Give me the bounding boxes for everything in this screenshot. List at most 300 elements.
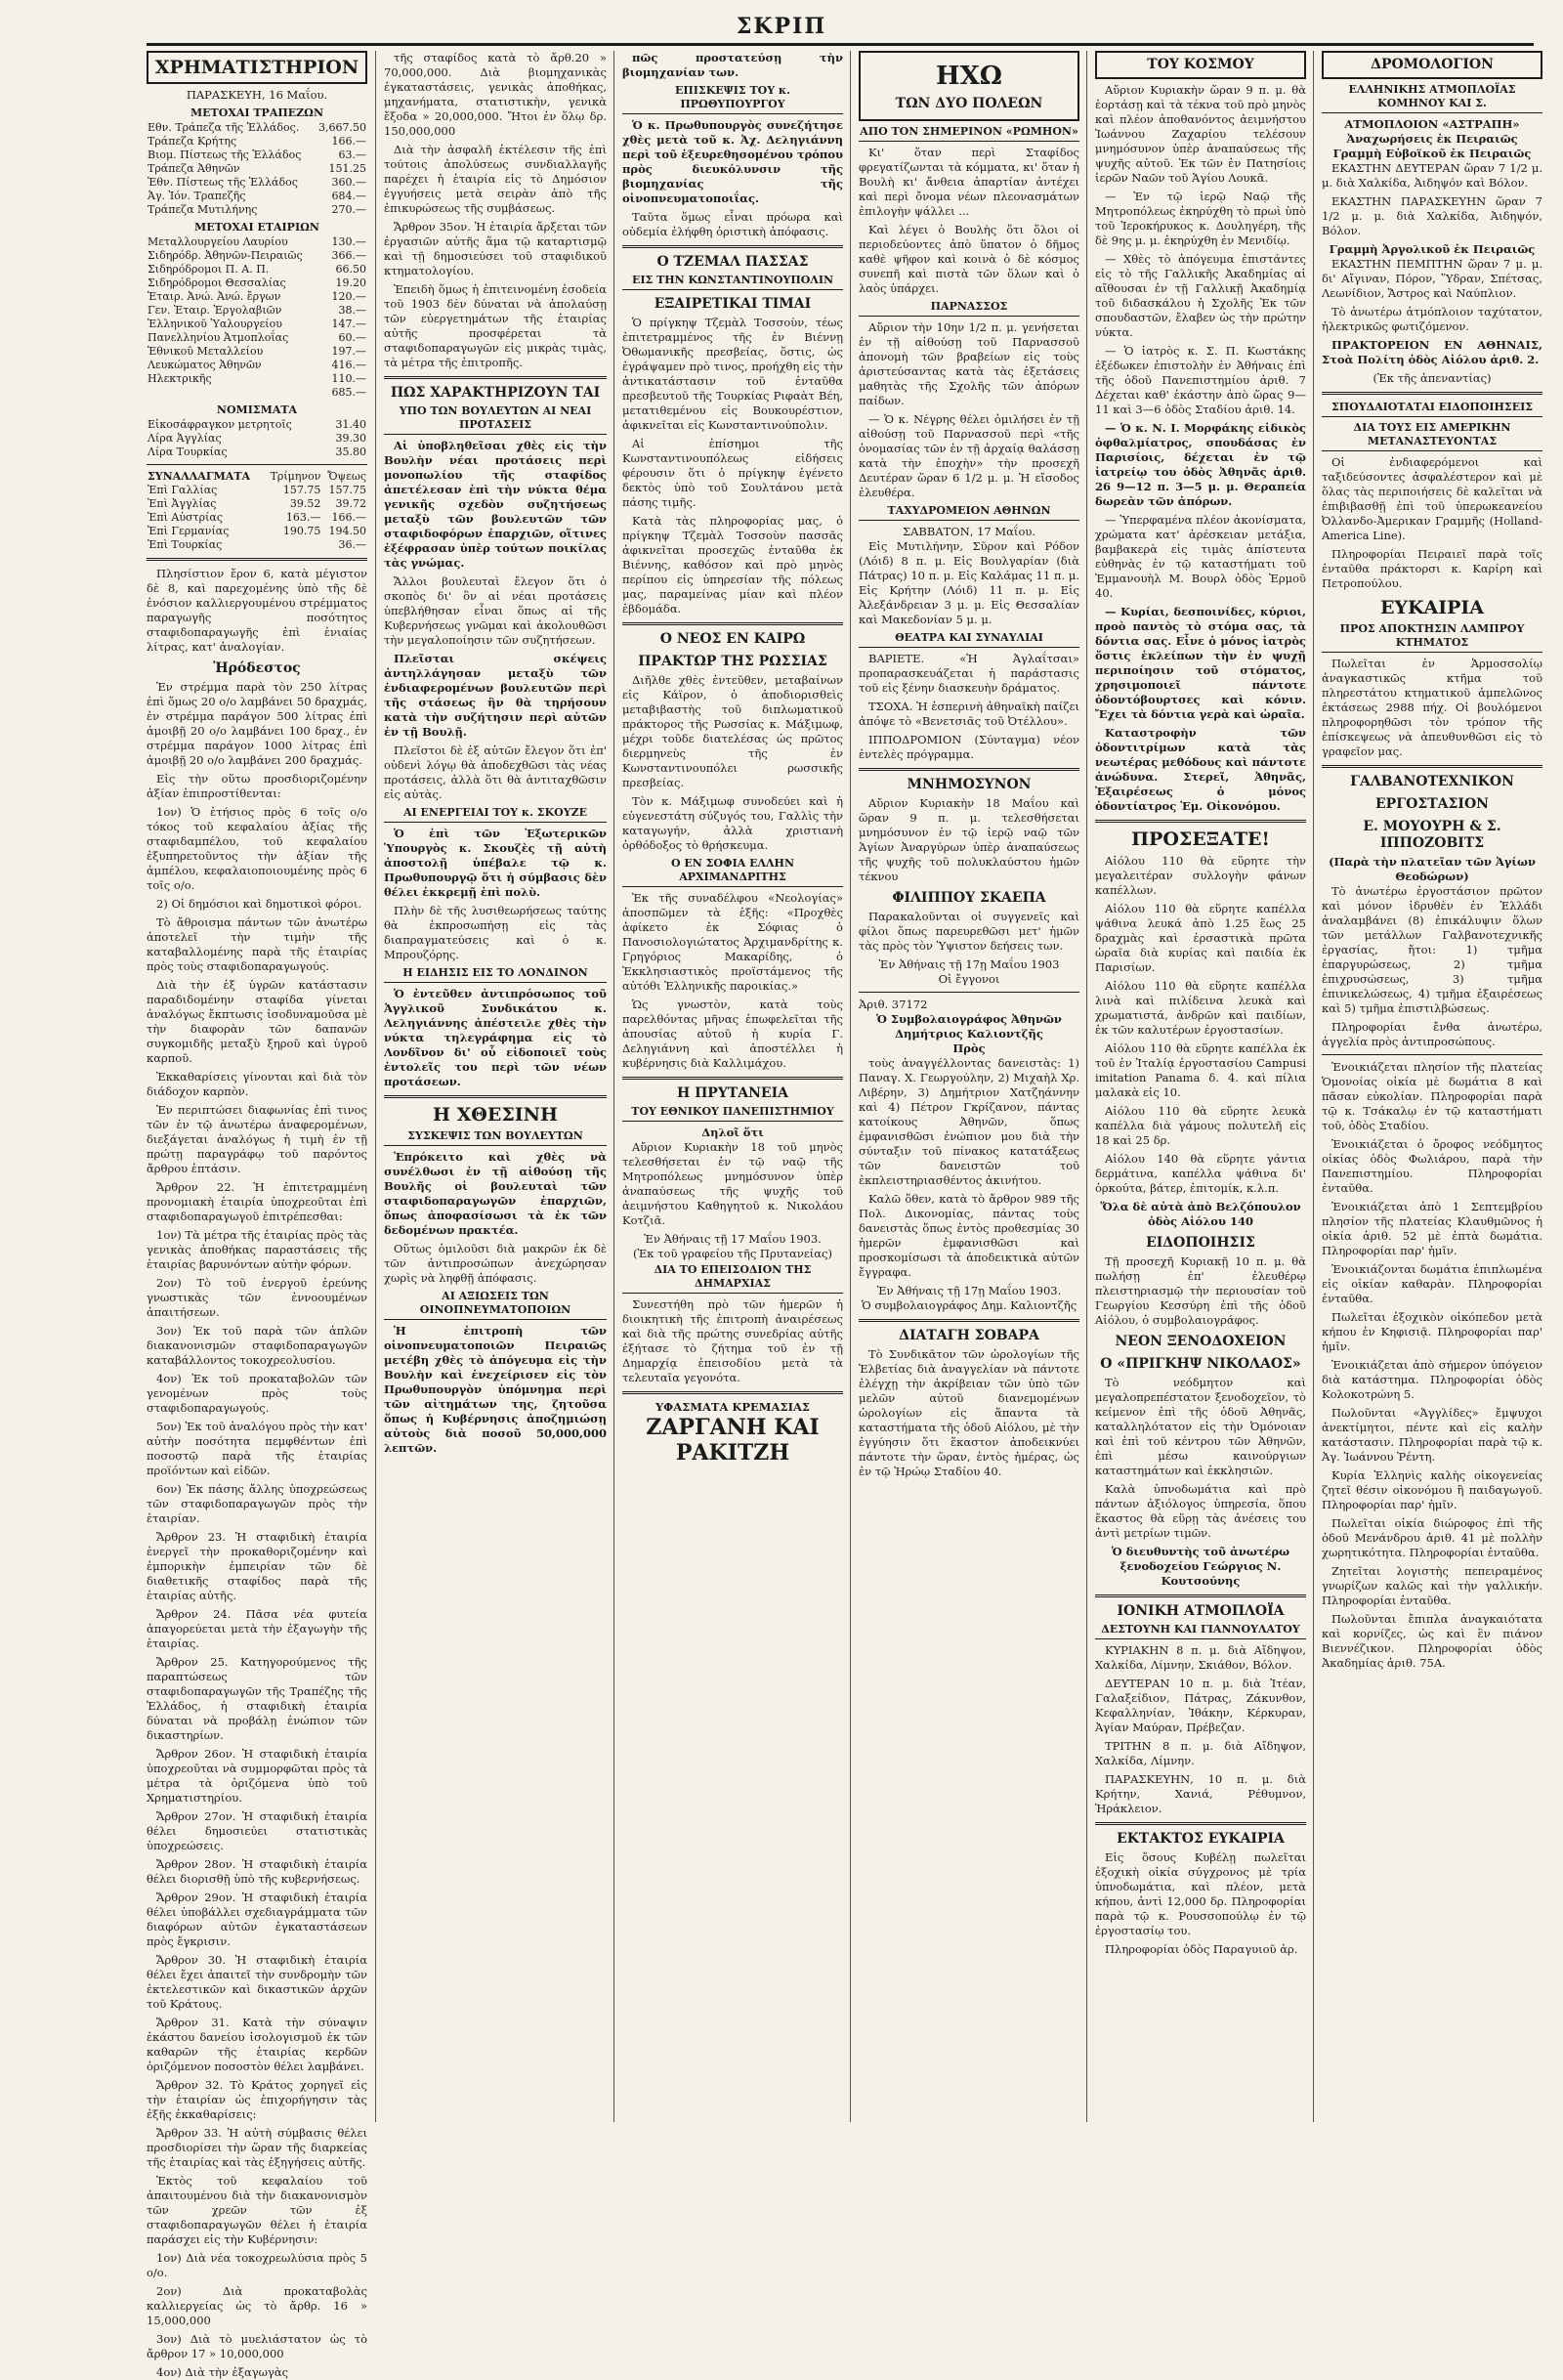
companies-table <box>147 235 367 400</box>
rate-name: Μεταλλουργείου Λαυρίου <box>148 235 288 248</box>
rate-value: 366.— <box>331 249 366 262</box>
fx-value: 36.— <box>338 538 366 551</box>
subheadline: Γραμμὴ Ἀργολικοῦ ἐκ Πειραιῶς <box>1329 242 1536 256</box>
rate-row <box>147 121 367 135</box>
headline: ΕΙΔΟΠΟΙΗΣΙΣ <box>1146 1235 1255 1251</box>
subheadline: ΑΠΟ ΤΟΝ ΣΗΜΕΡΙΝΟΝ «ΡΩΜΗΟΝ» <box>859 125 1079 142</box>
fx-row <box>147 484 367 497</box>
subheadline: ΥΠΟ ΤΩΝ ΒΟΥΛΕΥΤΩΝ ΑΙ ΝΕΑΙ ΠΡΟΤΑΣΕΙΣ <box>384 404 607 435</box>
paragraph: ΤΣΟΧΑ. Ἡ ἑσπερινὴ ἀθηναϊκὴ παίζει ἀπόψε τὸ «Βενετσιᾶς τοῦ Ὀτέλλου». <box>859 700 1079 728</box>
paragraph: Αἰόλου 110 θὰ εὕρητε λευκὰ καπέλλα διὰ γάμους πολυτελῆ εἰς 18 καὶ 25 δρ. <box>1095 1104 1306 1147</box>
subheadline: (Παρὰ τὴν πλατεῖαν τῶν Ἁγίων Θεοδώρων) <box>1329 855 1536 883</box>
classified-ad: Πωλεῖται ἐξοχικὸν οἰκόπεδον μετὰ κήπου ἐν Κηφισιᾷ. Πληροφορίαι παρ' ἡμῖν. <box>1322 1310 1542 1353</box>
headline: Ο «ΠΡΙΓΚΗΨ ΝΙΚΟΛΑΟΣ» <box>1100 1356 1301 1372</box>
paragraph: Διὰ τὴν ἐξ ὑγρῶν κατάστασιν παραδιδομένην σταφίδα γίνεται ἀναλόγως ἔκπτωσις ἰσοδυναμοῦσα μὲ τὴν διαφορὰν τῶν δαπανῶν συγκομιδῆς μεταξὺ ξηροῦ καὶ ὑγροῦ καρποῦ. <box>147 978 367 1065</box>
rate-value: 684.— <box>331 190 366 202</box>
fx-column-header: Τρίμηνον <box>270 470 321 483</box>
classified-ad: Ἐνοικιάζεται πλησίον τῆς πλατείας Ὁμονοίας οἰκία μὲ δωμάτια 8 καὶ πᾶσαν εὐκολίαν. Πληροφορίαι παρὰ τῷ κ. Τσάκαλῳ ἐν τῷ καταστήματι τοῦ, ὁδὸς Σταδίου. <box>1322 1060 1542 1132</box>
paragraph: — Ἐν τῷ ἱερῷ Ναῷ τῆς Μητροπόλεως ἐκηρύχθη τὸ πρωὶ ὑπὸ τοῦ Ἱεροκήρυκος κ. Δουληγέρη, τῆς δὲ 9ης μ. μ. ἐκηρύχθη ἐν Μενιδίῳ. <box>1095 190 1306 247</box>
rate-value: 151.25 <box>328 162 366 175</box>
paragraph: Ἄρθρον 26ον. Ἡ σταφιδικὴ ἑταιρία ὑποχρεοῦται νὰ συμμορφῶται πρὸς τὰ μέτρα τὰ ὁριζόμενα ὑπὸ τοῦ Χρηματιστηρίου. <box>147 1747 367 1805</box>
rate-row <box>147 235 367 249</box>
fx-table <box>147 470 367 552</box>
rate-name <box>147 386 325 400</box>
fx-value: 39.52 <box>289 497 321 510</box>
column-six <box>1313 51 1542 2122</box>
classified-ad: Ἐνοικιάζεται ἀπὸ 1 Σεπτεμβρίου πλησίον τῆς πλατείας Κλαυθμῶνος ἡ οἰκία ἀριθ. 52 μὲ ἐπτὰ δωμάτια. Πληροφορίαι παρ' ἡμῖν. <box>1322 1200 1542 1257</box>
fx-title: ΣΥΝΑΛΛΑΓΜΑΤΑ <box>148 470 251 483</box>
rate-value: 19.20 <box>335 276 366 289</box>
paragraph: — Κυρίαι, δεσποινίδες, κύριοι, προὸ παντὸς τὸ στόμα σας, τὰ δόντια σας. Εἶνε ὁ μόνος ἰατρὸς ὅστις ἐκλείπων τὴν ἐν ψυχῇ περιποίησιν τοῦ στόματος, χρησιμοποιεῖ πάντοτε ὀδοντόβουρτσες καὶ κόνιν. Ἔχει τὰ δόντια γερὰ καὶ ὡραῖα. <box>1095 605 1306 721</box>
schedule-title: ΔΡΟΜΟΛΟΓΙΟΝ <box>1371 57 1494 72</box>
paragraph: Καὶ λέγει ὁ Βουλὴς ὅτι ὅλοι οἱ περιοδεύοντες ἀπὸ ὕπατον ὁ δῆμος καθὲ ψῆφον καὶ κοινὰ ὁ δὲ κόσμος συνεπῆ καὶ πιστὰ τῶν ὅλων καὶ ὁ λαὸς ὑπάρχει. <box>859 223 1079 295</box>
paragraph: τοὺς ἀναγγέλλοντας δανειστὰς: 1) Παναγ. Χ. Γεωργούλην, 2) Μιχαὴλ Χρ. Λιβέρην, 3) Δημήτριον Χατζηάννην καὶ 4) Πέτρον Γκρίζανον, πάντας κατοίκους Ἀθηνῶν, ὅπως ἐμφανισθῶσι ἐνώπιον μου διὰ τὴν σύνταξιν τοῦ πίνακος κατατάξεως τῶν δανειστῶν τοῦ ἐκπλειστηριασθέντος ἀκινήτου. <box>859 1056 1079 1187</box>
coins-title: ΝΟΜΙΣΜΑΤΑ <box>216 404 298 416</box>
fx-column-header: Ὄψεως <box>327 470 366 483</box>
paragraph: — Ὁ ἰατρὸς κ. Σ. Π. Κωστάκης ἐξέδωκεν ἐπιστολὴν ἐν Ἀθήναις ἐπὶ τῆς ὁδοῦ Πανεπιστημίου ἀριθ. 7 Δέχεται καθ' ἑκάστην ἀπὸ ὥρας 9—11 καὶ 3—6 ὁδὸς Σταδίου ἀριθ. 14. <box>1095 344 1306 416</box>
companies-title: ΜΕΤΟΧΑΙ ΕΤΑΙΡΙΩΝ <box>194 221 319 234</box>
signature: (Ἐκ τοῦ γραφείου τῆς Πρυτανείας) <box>633 1247 832 1260</box>
paragraph: Ἐκκαθαρίσεις γίνονται καὶ διὰ τὸν διάδοχον καρπὸν. <box>147 1070 367 1098</box>
column-three <box>613 51 851 2122</box>
subheadline: Γραμμὴ Εὐβοϊκοῦ ἐκ Πειραιῶς <box>1332 147 1532 160</box>
ad-big-text: ΖΑΡΓΑΝΗ ΚΑΙ ΡΑΚΙΤΖΗ <box>646 1415 820 1466</box>
paragraph: Κι' ὅταν περὶ Σταφίδος φρεγατίζωνται τὰ κόμματα, κι' ὅταν ἡ Βουλὴ κι' ἄνθεια ἁπαρτίαν ἀντέχει καὶ περὶ ὄνομα νέων πλεονασμάτων ἐπιλογὴν ψάλλει ... <box>859 146 1079 218</box>
column-two <box>375 51 614 2122</box>
paragraph: 1ον) Ὁ ἐτήσιος πρὸς 6 τοῖς ο/ο τόκος τοῦ κεφαλαίου ἀξίας τῆς σταφιδαμπέλου, τοῦ κεφαλαίου ἐξυπηρετοῦντος τὴν ἀξίαν τῆς ἀμπέλου, κεφαλαιοποιουμένης πρὸς 6 τοῖς ο/ο. <box>147 805 367 892</box>
paragraph: ΠΡΑΚΤΟΡΕΙΟΝ ΕΝ ΑΘΗΝΑΙΣ, Στοὰ Πολίτη ὁδὸς Αἰόλου ἀριθ. 2. <box>1322 338 1542 366</box>
fx-value <box>263 538 321 552</box>
paragraph: Ὡς γνωστὸν, κατὰ τοὺς παρελθόντας μῆνας ἐπωφελεῖται τῆς ἀπουσίας αὐτοῦ ἡ κυρία Γ. Δεληγιάννη καὶ ἀποστέλλει ἡ κυβέρνησις διὰ Καλλιμάχου. <box>622 998 843 1070</box>
paragraph: Αἱ ἐπίσημοι τῆς Κωνσταντινουπόλεως εἰδήσεις φέρουσιν ὅτι ὁ πρίγκηψ ἐγένετο δεκτὸς ὑπὸ τοῦ Σουλτάνου μετὰ πάσης τιμῆς. <box>622 437 843 509</box>
fx-name: Ἐπὶ Τουρκίας <box>148 538 223 551</box>
paragraph: Πλεῖσται σκέψεις ἀντηλλάγησαν μεταξὺ τῶν ἐνδιαφερομένων βουλευτῶν περὶ τῆς στάσεως ἣν θὰ τηρήσουν κατὰ τὴν συζήτησιν περὶ αὐτῶν ἐν τῇ Βουλῇ. <box>384 652 607 739</box>
paragraph: Ὁ κ. Πρωθυπουργὸς συνεζήτησε χθὲς μετὰ τοῦ κ. Ἀχ. Δεληγιάννη περὶ τοῦ ἐξευρεθησομένου τρόπου πρὸς διευκόλυνσιν τῆς βιομηχανίας τῆς οἰνοπνευματοποιΐας. <box>622 118 843 205</box>
subheadline: ΔΙΑ ΤΟ ΕΠΕΙΣΟΔΙΟΝ ΤΗΣ ΔΗΜΑΡΧΙΑΣ <box>622 1263 843 1294</box>
headline: ΕΡΓΟΣΤΑΣΙΟΝ <box>1375 796 1489 812</box>
column-four <box>850 51 1087 2122</box>
subheadline: ΔΙΑ ΤΟΥΣ ΕΙΣ ΑΜΕΡΙΚΗΝ ΜΕΤΑΝΑΣΤΕΥΟΝΤΑΣ <box>1322 421 1542 451</box>
fx-name: Ἐπὶ Γερμανίας <box>148 525 230 537</box>
subheadline: ΑΙ ΕΝΕΡΓΕΙΑΙ ΤΟΥ κ. ΣΚΟΥΖΕ <box>384 806 607 823</box>
rate-row <box>147 418 367 432</box>
rate-value: 360.— <box>331 176 366 189</box>
paragraph: ΔΕΥΤΕΡΑΝ 10 π. μ. διὰ Ἰτέαν, Γαλαξείδιον, Πάτρας, Ζάκυνθον, Κεφαλληνίαν, Ἰθάκην, Κέρκυραν, Ἀγίαν Μαύραν, Πρέβεζαν. <box>1095 1677 1306 1734</box>
classified-ad: Ζητεῖται λογιστὴς πεπειραμένος γνωρίζων καλῶς καὶ τὴν γαλλικήν. Πληροφορίαι ἐνταῦθα. <box>1322 1564 1542 1607</box>
paragraph: ΕΚΑΣΤΗΝ ΠΕΜΠΤΗΝ ὥραν 7 μ. μ. δι' Αἴγιναν, Πόρον, Ὕδραν, Σπέτσας, Λεωνίδιον, Ἄστρος καὶ Ναύπλιον. <box>1322 257 1542 300</box>
paragraph: Ἐν περιπτώσει διαφωνίας ἐπὶ τινος τῶν ἐν τῷ ἀνωτέρω ἀναφερομένων, διεξάγεται ἀναλόγως ἡ τιμὴ ἐν τῇ πρώτῃ παραγράφῳ τοῦ παρόντος ἄρθρου ἑπτάσιν. <box>147 1103 367 1175</box>
paragraph: Ὁ ἐντεῦθεν ἀντιπρόσωπος τοῦ Ἀγγλικοῦ Συνδικάτου κ. Λεληγιάννης ἀπέστειλε χθὲς τὴν νύκτα τηλεγράφημα εἰς τὸ Λονδῖνον δι' οὗ εἰδοποιεῖ τοὺς ἐντολεῖς του περὶ τῶν νέων προτάσεων. <box>384 987 607 1088</box>
paragraph: Ἄρθρον 28ον. Ἡ σταφιδικὴ ἑταιρία θέλει διορισθῇ ὑπὸ τῆς κυβερνήσεως. <box>147 1857 367 1886</box>
schedule-title-box <box>1322 51 1542 79</box>
subheadline: ΕΠΙΣΚΕΨΙΣ ΤΟΥ κ. ΠΡΩΘΥΠΟΥΡΓΟΥ <box>622 84 843 114</box>
subheadline: ΣΠΟΥΔΑΙΟΤΑΤΑΙ ΕΙΔΟΠΟΙΗΣΕΙΣ <box>1322 401 1542 417</box>
paragraph: Καταστροφὴν τῶν ὀδοντιτρίμων κατὰ τὰς νεωτέρας μεθόδους καὶ πάντοτε ἀνώδυνα. Στερεῖ, Ἀθηνᾶς, Ἐξαιρέσεως ὁ μόνος ὀδοντίατρος Ἐμ. Οἰκονόμου. <box>1095 726 1306 813</box>
intro-text: τῆς σταφίδος κατὰ τὸ ἄρθ.20 » 70,000,000. Διὰ βιομηχανικὰς ἐγκαταστάσεις, γενικὰς ἀποθήκας, μηχανήματα, στατιστικὴν, γενικὰ ἔξοδα » 20,000,000. Ἤτοι ἐν ὅλῳ δρ. 150,000,000 <box>384 51 607 138</box>
divider <box>622 1391 843 1394</box>
classified-ad: Πωλοῦνται ἔπιπλα ἀναγκαιότατα καὶ κορνίζες, ὡς καὶ ἓν πιάνον Βιεννέζικον. Πληροφορίαι ὁδὸς Ἀκαδημίας ἀριθ. 75Α. <box>1322 1612 1542 1670</box>
fx-value: 166.— <box>331 511 366 524</box>
paragraph: Τὸ Συνδικᾶτον τῶν ὡρολογίων τῆς Ἑλβετίας διὰ ἀναγγελίαν νὰ πάντοτε ἐλέγχῃ τὴν ἀκρίβειαν τῶν ὑπὸ τῶν μελῶν αὐτοῦ διανεμομένων ὡρολογίων εἰς ἅπαντα τὰ καταστήματα τῆς ὁδοῦ Αἰόλου, μὲ τὴν ἐγγύησιν ὅτι ἕκαστον ἀποδεικνύει πάντοτε τὴν ὥραν, ἐντὸς ἡμέρας, ὡς ἐν τῷ Ἡρώῳ Σταδίου 40. <box>859 1347 1079 1478</box>
rate-row <box>147 290 367 304</box>
dateline: Ἐν Ἀθήναις τῇ 17ῃ Μαΐου 1903. <box>876 1284 1062 1297</box>
divider <box>1095 1594 1306 1597</box>
classified-ad: Ἐνοικιάζεται ἀπὸ σήμερον ὑπόγειον διὰ κατάστημα. Πληροφορίαι ὁδὸς Κολοκοτρώνη 5. <box>1322 1358 1542 1401</box>
paragraph: Πληροφορίαι Πειραιεῖ παρὰ τοῖς ἐνταῦθα πράκτορσι κ. Καρίρη καὶ Πετροπούλου. <box>1322 547 1542 590</box>
rate-row <box>147 345 367 359</box>
headline: ΜΝΗΜΟΣΥΝΟΝ <box>907 777 1032 792</box>
fx-value: 39.72 <box>335 497 366 510</box>
paragraph: Ἄρθρον 30. Ἡ σταφιδικὴ ἑταιρία θέλει ἔχει ἀπαιτεῖ τὴν συνδρομὴν τῶν ἐκτελεστικῶν καὶ δικαστικῶν ἀρχῶν τοῦ Κράτους. <box>147 1953 367 2011</box>
note: (Ἐκ τῆς ἀπεναντίας) <box>1373 371 1492 385</box>
paragraph: 1ον) Τὰ μέτρα τῆς ἐταιρίας πρὸς τὰς γενικὰς ἀποθήκας παραστάσεις τῆς ἑταιρίας βαρυνόντων αὐτὴν φόρων. <box>147 1228 367 1271</box>
intro-text: πῶς προστατεύσῃ τὴν βιομηχανίαν των. <box>622 51 843 79</box>
rate-value: 416.— <box>331 359 366 371</box>
rate-value: 63.— <box>338 149 366 161</box>
world-title: ΤΟΥ ΚΟΣΜΟΥ <box>1147 57 1254 72</box>
dateline: ΣΑΒΒΑΤΟΝ, 17 Μαΐου. <box>902 525 1036 538</box>
paragraph: — Ὁ κ. Ν. Ι. Μορφάκης εἰδικὸς ὀφθαλμίατρος, σπουδάσας ἐν Παρισίοις, δέχεται ἐν τῷ ἰατρείῳ του ὁδὸς Ἀθηνᾶς ἀριθ. 26 9—12 π. 3—5 μ. μ. Θεραπεία δωρεὰν τῶν ἀπόρων. <box>1095 421 1306 508</box>
rate-row <box>147 331 367 345</box>
lead-paragraph: Πλησίστιον ἔρον 6, κατὰ μέγιστον δὲ 8, καὶ παρεχομένης ὑπὸ τῆς δὲ ἐνόσιον καλλιεργουμένου στρέμματος παραγωγῆς ποσότητος σταφιδοπαραγωγῆς ἐπὶ ἑνιαίας λίτρας, κατ' ἀναλογίαν. <box>147 567 367 654</box>
banks-table <box>147 121 367 217</box>
paragraph: 2ον) Τὸ τοῦ ἐνεργοῦ ἐρεύνης γνωστικὰς τῶν ἐννοουμένων ἀπαιτήσεων. <box>147 1276 367 1319</box>
paragraph: ΠΑΡΑΣΚΕΥΗΝ, 10 π. μ. διὰ Κρήτην, Χανιά, Ρέθυμνον, Ἡράκλειον. <box>1095 1772 1306 1815</box>
paragraph: ΙΠΠΟΔΡΟΜΙΟΝ (Σύνταγμα) νέον ἐντελὲς πρόγραμμα. <box>859 733 1079 761</box>
divider <box>147 558 367 561</box>
paragraph: Ἡ ἐπιτροπὴ τῶν οἰνοπνευματοποιῶν Πειραιῶς μετέβη χθὲς τὸ ἀπόγευμα εἰς τὴν Βουλὴν καὶ ἐνεχείρισεν εἰς τὸν Πρωθυπουργὸν ὑπόμνημα περὶ τῶν αἰτημάτων της, ζητοῦσα ὅπως ἡ Κυβέρνησις ἀποζημιώσῃ αὐτοὺς διὰ ποσοῦ 50,000,000 λεπτῶν. <box>384 1324 607 1455</box>
paragraph: ΕΚΑΣΤΗΝ ΠΑΡΑΣΚΕΥΗΝ ὥραν 7 1/2 μ. μ. διὰ Χαλκίδα, Ἀιδηψόν, Βόλον. <box>1322 194 1542 237</box>
rate-row <box>147 249 367 263</box>
rate-value: 110.— <box>331 372 366 385</box>
rate-row <box>147 318 367 331</box>
paragraph: Αὔριον τὴν 10ην 1/2 π. μ. γενήσεται ἐν τῇ αἰθούσῃ τοῦ Παρνασσοῦ ἀπονομὴ τῶν βραβείων εἰς τοὺς ἀριστεύσαντας κατὰ τὰς ἐξετάσεις μαθητὰς τῆς Σχολῆς τῶν ἀπόρων παίδων. <box>859 320 1079 407</box>
banks-title: ΜΕΤΟΧΑΙ ΤΡΑΠΕΖΩΝ <box>190 106 323 119</box>
paragraph: Τῇ προσεχῆ Κυριακῇ 10 π. μ. θὰ πωλήσῃ ἐπ' ἐλευθέρῳ πλειστηριασμῷ τὴν περιουσίαν τοῦ Γεωργίου Κεσσύρη ἐπὶ τῆς ὁδοῦ Αἰόλου, ὁ συμβολαιογράφος. <box>1095 1254 1306 1327</box>
paragraph: Ἐπειδὴ ὅμως ἡ ἐπιτεινομένη ἐσοδεία τοῦ 1903 δὲν δύναται νὰ ἀπολαύσῃ τῶν εὐεργετημάτων τῆς ἑταιρίας αὐτῆς προσφέρεται τὰ σταφιδοπαραγωγῶν εἰς μικρὰς τιμὰς, τὰ μέτρα τῆς ἐπιτροπῆς. <box>384 282 607 369</box>
rate-name: Βιομ. Πίστεως τῆς Ἑλλάδος <box>148 149 302 161</box>
fx-value: 157.75 <box>282 484 321 496</box>
rate-name: Ηλεκτρικῆς <box>148 372 212 385</box>
masthead: ΣΚΡΙΠ <box>736 14 827 39</box>
headline: ΠΩΣ ΧΑΡΑΚΤΗΡΙΖΟΥΝ ΤΑΙ <box>390 385 601 401</box>
divider <box>384 376 607 379</box>
rate-name: Τράπεζα Ἀθηνῶν <box>148 162 240 175</box>
coins-table <box>147 418 367 459</box>
paragraph: Καλὰ ὑπνοδωμάτια καὶ πρὸ πάντων ἀξιόλογος ὑπηρεσία, ὅπου ἕκαστος θὰ εὕρῃ τὰς ἀνέσεις του ἀντὶ μετρίων τιμῶν. <box>1095 1482 1306 1540</box>
rate-name: Λευκώματος Ἀθηνῶν <box>148 359 262 371</box>
fx-row <box>147 525 367 538</box>
ad-small-text: ΥΦΑΣΜΑΤΑ ΚΡΕΜΑΣΙΑΣ <box>655 1400 811 1414</box>
headline: ΔΙΑΤΑΓΗ ΣΟΒΑΡΑ <box>899 1328 1039 1343</box>
rate-row <box>147 149 367 162</box>
paragraph: Ἐπρόκειτο καὶ χθὲς νὰ συνέλθωσι ἐν τῇ αἰθούσῃ τῆς Βουλῆς οἱ βουλευταὶ τῶν σταφιδοπαραγωγῶν ἐπαρχιῶν, ὅπως ἀποφασίσωσι τὰ ἐκ τῶν δεδομένων πρακτέα. <box>384 1150 607 1237</box>
echo-subtitle: ΤΩΝ ΔΥΟ ΠΟΛΕΩΝ <box>895 96 1043 111</box>
rate-row <box>147 190 367 203</box>
world-title-box <box>1095 51 1306 79</box>
classified-ad: Ἐνοικιάζεται ὁ ὄροφος νεόδμητος οἰκίας ὁδὸς Φωλιάρου, παρὰ τὴν Πανεπιστημίου. Πληροφορίαι ἐνταῦθα. <box>1322 1137 1542 1195</box>
rate-value: 147.— <box>331 318 366 330</box>
subheadline: ΤΑΧΥΔΡΟΜΕΙΟΝ ΑΘΗΝΩΝ <box>859 504 1079 521</box>
paragraph: — Χθὲς τὸ ἀπόγευμα ἐπιστάντες εἰς τὸ τῆς Γαλλικῆς Ἀκαδημίας αἱ αἴθουσαι ἐν τῇ Γαλλικῇ Ἀκαδημίᾳ τοῦ διδασκάλου ἡ Σχολῆς Ἐκ τῶν σπουδαστῶν, ἔλαβεν ὡς τὴν πρώτην νύκτα. <box>1095 252 1306 339</box>
signature: Ὁ διευθυντὴς τοῦ ἀνωτέρω ξενοδοχείου Γεώργιος Ν. Κουτσούνης <box>1111 1545 1290 1588</box>
divider <box>1322 765 1542 768</box>
headline: ΦΙΛΙΠΠΟΥ ΣΚΑΕΠΑ <box>892 890 1046 906</box>
paragraph: Κατὰ τὰς πληροφορίας μας, ὁ πρίγκηψ Τζεμὰλ Τοσσοὺν πασσᾶς ἀφικνεῖται προσεχῶς ἐνταῦθα ἐκ Βιέννης, καθόσον καὶ πρὸ μηνὸς περίπου εἰς ὑπηρεσίαν τῆς πόλεως μας, παραμείνας μίαν καὶ πλέον ἑβδομάδα. <box>622 514 843 616</box>
paragraph: 6ον) Ἐκ πάσης ἄλλης ὑποχρεώσεως τῶν σταφιδοπαραγωγῶν πρὸς τὴν ἑταιρίαν. <box>147 1482 367 1525</box>
subheadline: ΔΕΣΤΟΥΝΗ ΚΑΙ ΓΙΑΝΝΟΥΛΑΤΟΥ <box>1095 1623 1306 1639</box>
headline: Ο ΝΕΟΣ ΕΝ ΚΑΙΡΩ <box>659 631 806 647</box>
paragraph: Ἄρθρον 35ον. Ἡ ἑταιρία ἄρξεται τῶν ἐργασιῶν αὐτῆς ἅμα τῷ καταρτισμῷ καὶ τῇ δημοσιεύσει τοῦ σταφιδικοῦ κτηματολογίου. <box>384 220 607 277</box>
subheadline: ΤΟΥ ΕΘΝΙΚΟΥ ΠΑΝΕΠΙΣΤΗΜΙΟΥ <box>622 1105 843 1122</box>
subheadline: Ὁ Συμβολαιογράφος Ἀθηνῶν Δημήτριος Καλιοντζῆς <box>876 1012 1062 1041</box>
divider <box>859 992 1079 993</box>
paragraph: Τὸ νεόδμητον καὶ μεγαλοπρεπέστατον ξενοδοχεῖον, τὸ κείμενον ἐπὶ τῆς ὁδοῦ Ἀθηνᾶς, καταλληλότατον εἰς τὴν Ὀμόνοιαν καὶ ἐπὶ τοῦ κέντρου τῶν Ἀθηνῶν, ἐπὶ μέσω καινούργιων καταστημάτων καὶ ἐκκλησιῶν. <box>1095 1376 1306 1477</box>
divider <box>1322 1054 1542 1055</box>
subheadline: ΑΤΜΟΠΛΟΙΟΝ «ΑΣΤΡΑΠΗ» <box>1344 117 1520 131</box>
paragraph: Συνεστήθη πρὸ τῶν ἡμερῶν ἡ διοικητικὴ τῆς ἐπιτροπὴ ἀναιρέσεως καὶ διὰ τῆς πρώτης συνεδρίας αὐτῆς ἐξήτασε τὸ ζήτημα τοῦ ἐν τῇ Δημαρχίᾳ ἐπεισοδίου μετὰ τὰ τελευταῖα γεγονότα. <box>622 1297 843 1384</box>
rate-value: 685.— <box>331 386 366 399</box>
paragraph: Αἱ ὑποβληθεῖσαι χθὲς εἰς τὴν Βουλὴν νέαι προτάσεις περὶ μονοπωλίου τῆς σταφίδος ἀπετέλεσαν ἐπὶ τὴν νύκτα θέμα γενικῆς σχεδὸν συζητήσεως μεταξὺ τῶν βουλευτῶν τῶν σταφιδοφόρων ἐπαρχιῶν, οἵτινες ἐξέφρασαν ὑπὲρ τούτων ποικίλας τὰς γνώμας. <box>384 439 607 570</box>
paragraph: ΒΑΡΙΕΤΕ. «Ἡ Ἀγλαΐτσαι» προπαρασκευάζεται ἡ παράστασις τοῦ εἰς ξένην διασκευὴν δράματος. <box>859 652 1079 695</box>
fx-name: Ἐπὶ Γαλλίας <box>148 484 218 496</box>
rate-row <box>147 276 367 290</box>
rate-name: Ἐθν. Πίστεως τῆς Ἑλλάδος <box>148 176 298 189</box>
paragraph: Πωλεῖται ἐν Ἁρμοσσολίῳ ἀναγκαστικῶς κτῆμα τοῦ πληρεστάτου κτηματικοῦ ἀμπελῶνος ἐκτάσεως 2988 πήχ. Οἱ βουλόμενοι πληροφορηθῶσι τὸν τρόπον τῆς ἐπίσκεψεως νὰ ἀπευθυνθῶσι εἰς τὸ γραφεῖον μας. <box>1322 657 1542 758</box>
divider <box>859 768 1079 771</box>
divider <box>1095 1822 1306 1825</box>
rate-name: Τράπεζα Μυτιλήνης <box>148 203 258 216</box>
paragraph: Πλὴν δὲ τῆς λυσιθεωρήσεως ταύτης θὰ ἐκπροσωπήσῃ εἰς τὰς διαπραγματεύσεις καὶ ὁ κ. Μπρουζόρης. <box>384 904 607 961</box>
paragraph: Αἰόλου 110 θὰ εὕρητε καπέλλα λινὰ καὶ πιλίδεινα λευκὰ καὶ χρωματιστά, ἀνδρῶν καὶ παιδίων, ἐκ τῶν καλυτέρων ἐργοστασίων. <box>1095 979 1306 1037</box>
paragraph: Εἰς ὅσους Κυβέλῃ πωλεῖται ἐξοχικὴ οἰκία σύγχρονος μὲ τρία ὑπνοδωμάτια, καὶ πλέον, μετὰ κήπου, ἀντὶ 12,000 δρ. Πληροφορίαι παρὰ τῷ κ. Ρουσσοπούλῳ ἐν τῷ ἐργοστασίῳ του. <box>1095 1850 1306 1937</box>
rate-name: Σιδηρόδρ. Ἀθηνῶν-Πειραιῶς <box>148 249 303 262</box>
paragraph: Τὸ ἀνωτέρω ἀτμόπλοιον ταχύτατον, ἠλεκτρικῶς φωτιζόμενον. <box>1322 305 1542 333</box>
paragraph: — Ὑπερφαμένα πλέον ἀκονίσματα, χρώματα κατ' ἀρέσκειαν μετάξια, βαμβακερὰ εἰς τιμὰς ἀπίστευτα εὐθηνὰς ἐν τῷ καταστήματι τοῦ Ἐμμανουὴλ Μ. Βουρλ ὁδὸς Ἑρμοῦ 40. <box>1095 513 1306 600</box>
dateline: Ἐν Ἀθήναις τῇ 17ῃ Μαΐου 1903 <box>878 957 1060 971</box>
rate-name: Λίρα Τουρκίας <box>148 446 228 458</box>
paragraph: Ὁ ἐπὶ τῶν Ἐξωτερικῶν Ὑπουργὸς κ. Σκουζὲς τῇ αὐτὴ ἀποστολῇ ὑπέβαλε τῷ κ. Πρωθυπουργῷ ὅτι ἡ σύμβασις δὲν θέλει ἐκκρεμῇ ἐπὶ πολὺ. <box>384 827 607 899</box>
rate-value: 270.— <box>331 203 366 216</box>
divider <box>622 622 843 625</box>
fx-name: Ἐπὶ Ἀγγλίας <box>148 497 217 510</box>
paragraph: Ἄρθρον 22. Ἡ ἐπιτετραμμένη προνομιακὴ ἑταιρία ὑποχρεοῦται ἐπὶ σταφιδοπαραγωγοῦ ἐπιτρέπεσθαι: <box>147 1180 367 1223</box>
rate-row <box>147 162 367 176</box>
rate-value: 31.40 <box>335 418 366 431</box>
headline: ΓΑΛΒΑΝΟΤΕΧΝΙΚΟΝ <box>1350 774 1514 789</box>
headline: ΕΞΑΙΡΕΤΙΚΑΙ ΤΙΜΑΙ <box>654 296 812 312</box>
rate-row <box>147 372 367 386</box>
paragraph: 2ον) Διὰ προκαταβολὰς καλλιεργείας ὡς τὸ ἄρθρ. 16 » 15,000,000 <box>147 2284 367 2327</box>
rate-row <box>147 304 367 318</box>
rate-name: Ἑταιρ. Ἀνώ. Ἀνώ. ἔργων <box>148 290 281 303</box>
rate-name: Λίρα Ἀγγλίας <box>148 432 222 445</box>
subheadline: Η ΕΙΔΗΣΙΣ ΕΙΣ ΤΟ ΛΟΝΔΙΝΟΝ <box>384 966 607 983</box>
paragraph: 3ον) Διὰ τὸ μυελιάστατον ὡς τὸ ἄρθρον 17 » 10,000,000 <box>147 2332 367 2360</box>
paragraph: ΕΚΑΣΤΗΝ ΔΕΥΤΕΡΑΝ ὥραν 7 1/2 μ. μ. διὰ Χαλκίδα, Ἀιδηψόν καὶ Βόλον. <box>1322 161 1542 190</box>
paragraph: Αὔριον Κυριακὴν 18 Μαΐου καὶ ὥραν 9 π. μ. τελεσθήσεται μνημόσυνον ἐν τῷ ἱερῷ ναῷ τῶν Ἁγίων Ἀναργύρων ὑπὲρ ἀναπαύσεως τῆς ψυχῆς τοῦ πολυκλαύστου ἡμῶν τέκνου <box>859 796 1079 883</box>
exchange-title: ΧΡΗΜΑΤΙΣΤΗΡΙΟΝ <box>154 57 359 78</box>
reference-number: Ἀριθ. 37172 <box>859 998 928 1011</box>
rate-row <box>147 386 367 400</box>
rate-name: Ἑθνικοῦ Μεταλλείου <box>148 345 264 358</box>
paragraph: Ἄρθρον 33. Ἡ αὐτὴ σύμβασις θέλει προσδιορίσει τὴν ὥραν τῆς διαρκείας τῆς ἑταιρίας καὶ τὰς ἐξηγήσεις αὐτῆς. <box>147 2126 367 2169</box>
paragraph: 2) Οἱ δημόσιοι καὶ δημοτικοὶ φόροι. <box>156 897 362 911</box>
paragraph: Τὸ ἀνωτέρω ἐργοστάσιον πρῶτον καὶ μόνον ἰδρυθὲν ἐν Ἑλλάδι ἀναλαμβάνει (8) ἐπικάλυψιν ὅλων τῶν μετάλλων Γαλβανοτεχνικῆς ἐργασίας, ἤτοι: 1) τμῆμα ἐπαργυρώσεως, 2) τμῆμα ἐπιχρυσώσεως, 3) τμῆμα ἐπινικελώσεως, 4) τμῆμα ἐξαιρέσεως καὶ 5) τμῆμα ἐπιστιλβώσεως. <box>1322 884 1542 1015</box>
paragraph: 4ον) Διὰ τὴν ἐξαγωγὰς <box>156 2365 289 2379</box>
paragraph: Πλεῖστοι δὲ ἐξ αὐτῶν ἔλεγον ὅτι ἐπ' οὐδενὶ λόγῳ θὰ ἀποδεχθῶσι τὰς νέας προτάσεις, ἀλλὰ ὅτι θὰ ἀντιταχθῶσιν εἰς αὐτὰς. <box>384 744 607 801</box>
rate-row <box>147 446 367 459</box>
fx-name: Ἐπὶ Αὐστρίας <box>148 511 224 524</box>
column-five <box>1086 51 1314 2122</box>
fx-row <box>147 511 367 525</box>
classified-ad: Ἐνοικιάζονται δωμάτια ἐπιπλωμένα εἰς οἰκίαν καθαρὰν. Πληροφορίαι ἐνταῦθα. <box>1322 1262 1542 1305</box>
section-heading: Ἡρόδεστος <box>213 660 301 676</box>
headline: ΙΟΝΙΚΗ ΑΤΜΟΠΛΟΪΑ <box>1117 1603 1285 1619</box>
rate-value: 38.— <box>338 304 366 317</box>
subheadline: ΘΕΑΤΡΑ ΚΑΙ ΣΥΝΑΥΛΙΑΙ <box>859 631 1079 648</box>
paragraph: Αὔριον Κυριακὴν 18 τοῦ μηνὸς τελεσθήσεται ἐν τῷ ναῷ τῆς Μητροπόλεως μνημόσυνον ὑπὲρ ἀναπαύσεως τῆς ψυχῆς τοῦ ἀειμνήστου Καθηγητοῦ κ. Νικολάου Κοτζιᾶ. <box>622 1140 843 1227</box>
divider <box>1095 820 1306 823</box>
fx-value: 163.— <box>285 511 321 524</box>
paragraph: Ἄρθρον 23. Ἡ σταφιδικὴ ἑταιρία ἐνεργεῖ τὴν προκαθοριζομένην καὶ ἐμπορικὴν ἐμπειρίαν τῶν δὲ διαθετικῆς σταφίδος παρὰ τῆς ἑταιρίας αὐτῆς. <box>147 1530 367 1602</box>
rate-value: 66.50 <box>335 263 366 276</box>
paragraph: Ἐκ τῆς συναδέλφου «Νεολογίας» ἀποσπῶμεν τὰ ἑξῆς: «Προχθὲς ἀφίκετο ἐκ Σόφιας ὁ Πανοσιολογιώτατος Ἀρχιμανδρίτης κ. Γρηγόριος Μακαρίδης, ὁ Ἐκκλησιαστικὸς προϊστάμενος τῆς αὐτόθι Ἑλληνικῆς παροικίας.» <box>622 891 843 993</box>
paragraph: Ἄρθρον 31. Κατὰ τὴν σύναψιν ἐκάστου δανείου ἰσολογισμοῦ ἐκ τῶν καθαρῶν τῆς ἑταιρίας κερδῶν ὁριζόμενον ποσοστὸν θέλει λαμβάνει. <box>147 2016 367 2073</box>
subheadline: ΣΥΣΚΕΨΙΣ ΤΩΝ ΒΟΥΛΕΥΤΩΝ <box>384 1129 607 1146</box>
paragraph: Αἰόλου 140 θὰ εὕρητε γάντια δερμάτινα, καπέλλα ψάθινα δι' ὀρκούτα, βάτερ, ἐπιτομίκ, κ.λ.π. <box>1095 1152 1306 1195</box>
rate-value: 166.— <box>331 135 366 148</box>
rate-value: 120.— <box>331 290 366 303</box>
subheadline: Δηλοῖ ὅτι <box>701 1126 764 1139</box>
rate-name: Ἀγ. Ἰόν. Τραπεζῆς <box>148 190 246 202</box>
paragraph: Ταῦτα ὅμως εἶναι πρόωρα καὶ οὐδεμία ἐλήφθη ὁριστικὴ ἀπόφασις. <box>622 210 843 238</box>
echo-title: ΗΧΩ <box>936 62 1002 91</box>
paragraph: 1ον) Διὰ νέα τοκοχρεωλύσια πρὸς 5 ο/ο. <box>147 2251 367 2279</box>
paragraph: Τὸν κ. Μάξιμωφ συνοδεύει καὶ ἡ εὐγενεστάτη σύζυγός του, Γαλλὶς τὴν καταγωγήν, ἀλλὰ χριστιανὴ ὀρθόδοξος τὸ θρήσκευμα. <box>622 794 843 852</box>
rate-value: 130.— <box>331 235 366 248</box>
paragraph: Καλῶ ὅθεν, κατὰ τὸ ἄρθρον 989 τῆς Πολ. Δικονομίας, πάντας τοὺς δανειστὰς ὅπως ἐντὸς προθεσμίας 30 ἡμερῶν ἐμφανισθῶσι καὶ προσκομίσωσι τὰ ἀποδεικτικὰ αὐτῶν ἔγγραφα. <box>859 1192 1079 1279</box>
fx-value: 190.75 <box>282 525 321 537</box>
paragraph: Ἄρθρον 27ον. Ἡ σταφιδικὴ ἑταιρία θέλει δημοσιεύει στατιστικὰς ὑποχρεώσεις. <box>147 1809 367 1852</box>
exchange-date: ΠΑΡΑΣΚΕΥΗ, 16 Μαΐου. <box>186 88 328 102</box>
paragraph: — Ὁ κ. Νέγρης θέλει ὁμιλήσει ἐν τῇ αἰθούσῃ τοῦ Παρνασσοῦ περὶ «τῆς ὀνομασίας τῶν ἐν τῇ ἀρχαίᾳ θαλάσσῃ κατὰ τὴν ἐποχὴν» τὴν προσεχῆ Δευτέραν ὥραν 6 1/2 μ. μ. Ἡ εἴσοδος ἐλευθέρα. <box>859 412 1079 499</box>
subheadline: Ο ΕΝ ΣΟΦΙΑ ΕΛΛΗΝ ΑΡΧΙΜΑΝΔΡΙΤΗΣ <box>622 857 843 887</box>
paragraph: Διῆλθε χθὲς ἐντεῦθεν, μεταβαίνων εἰς Κάϊρον, ὁ ἀποδιορισθεὶς μεταβιβαστὴς τοῦ διπλωματικοῦ πράκτορος τῆς Ρωσσίας κ. Μάξιμωφ, μέχρι τοῦδε διατελέσας ὡς πρῶτος διερμηνεὺς τῆς ἐν Κωνσταντινουπόλει ρωσσικῆς πρεσβείας. <box>622 673 843 789</box>
signature: Ὁ συμβολαιογράφος Δημ. Καλιοντζῆς <box>861 1298 1077 1312</box>
paragraph: Ὁ πρίγκηψ Τζεμὰλ Τοσσοὺν, τέως ἐπιτετραμμένος τῆς ἐν Βιέννῃ Ὀθωμανικῆς πρεσβείας, ὅστις, ὡς ἐγράψαμεν πρὸ τινος, προήχθη εἰς τὴν ἀντικατάστασιν τοῦ ἐνταῦθα πρεσβευτοῦ τῆς Τουρκίας Ριφαὰτ Βέη, μετατιθεμένου εἰς Βουκουρέστιον, ἀφικνεῖται εἰς Κωνσταντινούπολιν. <box>622 316 843 432</box>
rate-name: Γεν. Ἑταιρ. Ἐργολαβιῶν <box>148 304 282 317</box>
rate-row <box>147 359 367 372</box>
paragraph: Εἰς Μυτιλήνην, Σῦρον καὶ Ρόδον (Λόιδ) 8 π. μ. Εἰς Βουλγαρίαν (διὰ Πάτρας) 10 π. μ. Εἰς Καλάμας 11 π. μ. Εἰς Κρήτην (Λόιδ) 11 π. μ. Εἰς Ἀλεξάνδρειαν 3 μ. μ. Εἰς Θεσσαλίαν καὶ Μακεδονίαν 5 μ. μ. <box>859 539 1079 626</box>
top-rule <box>147 43 1534 46</box>
headline: ΠΡΑΚΤΩΡ ΤΗΣ ΡΩΣΣΙΑΣ <box>638 654 827 669</box>
headline: ΕΥΚΑΙΡΙΑ <box>1379 597 1485 618</box>
fx-value: 194.50 <box>328 525 366 537</box>
paragraph: Διὰ τὴν ἀσφαλῆ ἐκτέλεσιν τῆς ἐπὶ τούτοις ἀπολύσεως συνδιαλλαγῆς παρέχει ἡ ἑταιρία εἰς τὸ Δημόσιον ἐγγυήσεις μετὰ σειρὰν ἀπὸ τῆς ἐπικυρώσεως τῆς συμβάσεως. <box>384 143 607 215</box>
rate-row <box>147 263 367 276</box>
paragraph: Αἰόλου 110 θὰ εὕρητε τὴν μεγαλειτέραν συλλογὴν φάνων καπέλλων. <box>1095 854 1306 897</box>
headline: Ε. ΜΟΥΟΥΡΗ & Σ. ΙΠΠΟΖΟΒΙΤΣ <box>1363 819 1501 851</box>
paragraph: 5ον) Ἐκ τοῦ ἀναλόγου πρὸς τὴν κατ' αὐτὴν ποσότητα πεμφθέντων ἐπὶ ποσοστῷ παρὰ τῆς ἑταιρίας προϊόντων καὶ εἰδῶν. <box>147 1420 367 1477</box>
fx-value: 157.75 <box>328 484 366 496</box>
paragraph: Εἰς τὴν οὕτω προσδιοριζομένην ἀξίαν ἐπιπροστίθενται: <box>147 772 367 800</box>
paragraph: 3ον) Ἐκ τοῦ παρὰ τῶν ἁπλῶν διακανονισμῶν σταφιδοπαραγωγῶν καταβάλλοντος τοκοχρεολυσίου. <box>147 1324 367 1367</box>
subheadline: ΠΑΡΝΑΣΣΟΣ <box>859 300 1079 317</box>
paragraph: Πληροφορίαι ὁδὸς Παραγυιοῦ ἀρ. <box>1105 1942 1298 1956</box>
rate-name: Εθν. Τράπεζα τῆς Ἑλλάδος. <box>148 121 300 134</box>
headline: ΕΚΤΑΚΤΟΣ ΕΥΚΑΙΡΙΑ <box>1117 1831 1285 1847</box>
divider <box>859 1319 1079 1322</box>
classified-ad: Πωλοῦνται «Ἀγγλίδες» ἔμψυχοι ἀνεκτίμητοι, πέντε καὶ εἰς καλὴν κατάστασιν. Πληροφορίαι παρὰ τῷ κ. Ἀγ. Ἰωάννου Ῥέντη. <box>1322 1406 1542 1464</box>
rate-row <box>147 432 367 446</box>
paragraph: ΤΡΙΤΗΝ 8 π. μ. διὰ Αἴδηψον, Χαλκίδα, Λίμνην. <box>1095 1739 1306 1767</box>
fx-row <box>147 538 367 552</box>
paragraph: Ἄλλοι βουλευταὶ ἔλεγον ὅτι ὁ σκοπὸς δι' ὃν αἱ νέαι προτάσεις ὑπεβλήθησαν εἶναι ὅπως αἱ τῆς Κυβερνήσεως γνῶμαι καὶ ἀκολουθῶσι τὴν μεγαλοποίησιν τῶν συζητήσεων. <box>384 574 607 647</box>
subheadline: Πρὸς <box>952 1041 986 1055</box>
dateline: Ἐν Ἀθήναις τῇ 17 Μαΐου 1903. <box>644 1232 822 1246</box>
column-exchange <box>147 51 375 2379</box>
paragraph: Οἱ ἐνδιαφερόμενοι καὶ ταξιδεύσοντες ἀσφαλέστερον καὶ μὲ ὅλας τὰς περιποιήσεις δὲ καλεῖται νὰ ἐπιβιβασθῇ ἐπὶ τοῦ ὑπερωκεανείου Ὀλλανδο-Ἀμερικαν Γραμμῆς (Holland-America Line). <box>1322 455 1542 542</box>
rate-value: 39.30 <box>335 432 366 445</box>
paragraph: Ἄρθρον 32. Τὸ Κράτος χορηγεῖ εἰς τὴν ἑταιρίαν ὡς ἐπιχορήγησιν τὰς ἐξῆς ἐκκαθαρίσεις: <box>147 2078 367 2121</box>
paragraph: Ἐν στρέμμα παρὰ τὸν 250 λίτρας ἐπὶ ὅμως 20 ο/ο λαμβάνει 50 δραχμάς, ἐν στρέμμα παράγον 500 λίτρας ἐπὶ ἀμοιβῇ 20 ο/ο λαμβάνει 100 δραχ., ἐν στρέμμα παράγον 1000 λίτρας ἐπὶ ἀμοιβῇ 20 ο/ο λαμβάνει 200 δραχμάς. <box>147 680 367 767</box>
fx-row <box>147 497 367 511</box>
headline: ΝΕΟΝ ΞΕΝΟΔΟΧΕΙΟΝ <box>1115 1334 1287 1349</box>
subheadline: ΕΛΛΗΝΙΚΗΣ ΑΤΜΟΠΛΟΪΑΣ ΚΟΜΗΝΟΥ ΚΑΙ Σ. <box>1322 83 1542 113</box>
fx-header-row <box>147 470 367 484</box>
exchange-title-box <box>147 51 367 84</box>
divider <box>147 464 367 465</box>
divider <box>622 245 843 248</box>
paragraph: Πληροφορίαι ἔνθα ἀνωτέρω, ἀγγελία πρὸς ἀντιπροσώπους. <box>1322 1020 1542 1048</box>
paragraph: Οὕτως ὁμιλοῦσι διὰ μακρῶν ἐκ δὲ τῶν ἀντιπροσώπων ἀνεχώρησαν χωρὶς νὰ ληφθῇ ἀπόφασις. <box>384 1242 607 1285</box>
subheadline: ΠΡΟΣ ΑΠΟΚΤΗΣΙΝ ΛΑΜΠΡΟΥ ΚΤΗΜΑΤΟΣ <box>1322 622 1542 653</box>
rate-row <box>147 176 367 190</box>
subheadline: ΕΙΣ ΤΗΝ ΚΩΝΣΤΑΝΤΙΝΟΥΠΟΛΙΝ <box>622 274 843 290</box>
classified-ad: Κυρία Ἑλληνὶς καλὴς οἰκογενείας ζητεῖ θέσιν οἰκονόμου ἢ παιδαγωγοῦ. Πληροφορίαι παρ' ἡμῖν. <box>1322 1468 1542 1511</box>
rate-row <box>147 203 367 217</box>
rate-value: 3,667.50 <box>318 121 366 134</box>
headline: Η ΠΡΥΤΑΝΕΙΑ <box>676 1085 788 1101</box>
divider <box>384 1095 607 1098</box>
paragraph: Αὔριον Κυριακὴν ὥραν 9 π. μ. θὰ ἑορτάσῃ καὶ τὰ τέκνα τοῦ πρὸ μηνὸς καὶ πλέον ἀποθανόντος ἀειμνήστου Ἰωάννου Ζαχαρίου τελέσουν μνημόσυνον ὑπὲρ ἀναπαύσεως τῆς ψυχῆς αὐτοῦ. Ἐκ τῶν ἐν Πατησίοις ἱερῶν Ναῶν τοῦ Ἁγίου Λουκᾶ. <box>1095 83 1306 185</box>
rate-value: 60.— <box>338 331 366 344</box>
classified-ad: Πωλεῖται οἰκία διώροφος ἐπὶ τῆς ὁδοῦ Μενάνδρου ἀριθ. 41 μὲ πολλὴν χωρητικότητα. Πληροφορίαι ἐνταῦθα. <box>1322 1516 1542 1559</box>
paragraph: Ἄρθρον 25. Κατηγορούμενος τῆς παραπτώσεως τῶν σταφιδοπαραγωγῶν τῆς Τραπέζης τῆς Ἑλλάδος, ἡ σταφιδικὴ ἑταιρία δύναται νὰ προβάλῃ ἐνώπιον τῶν δικαστηρίων. <box>147 1655 367 1742</box>
paragraph: Αἰόλου 110 θὰ εὕρητε καπέλλα ἐκ τοῦ ἐν Ἰταλίᾳ ἐργοστασίου Campusi imitation Panama δ. 4. καὶ πίλια μαλακὰ εἰς 10. <box>1095 1041 1306 1099</box>
headline: Ο ΤΖΕΜΑΛ ΠΑΣΣΑΣ <box>656 254 809 270</box>
divider <box>622 1077 843 1080</box>
paragraph: ΚΥΡΙΑΚΗΝ 8 π. μ. διὰ Αἴδηψον, Χαλκίδα, Λίμνην, Σκιάθον, Βόλον. <box>1095 1643 1306 1672</box>
rate-name: Τράπεζα Κρήτης <box>148 135 237 148</box>
paragraph: Αἰόλου 110 θὰ εὕρητε καπέλλα ψάθινα λευκά ἀπὸ 1.25 ἕως 25 δραχμὰς καὶ ἐρσαστικὰ πρῶτα ὡραῖα διὰ κυρίας καὶ παιδία ἐκ Παρισίων. <box>1095 902 1306 974</box>
rate-value: 35.80 <box>335 446 366 458</box>
rate-name: Ἑλληνικοῦ Ὑαλουργείου <box>148 318 282 330</box>
paragraph: 4ον) Ἐκ τοῦ προκαταβολῶν τῶν γενομένων πρὸς τοὺς σταφιδοπαραγωγούς. <box>147 1372 367 1415</box>
rate-name: Σιδηρόδρομοι Θεσσαλίας <box>148 276 286 289</box>
paragraph: Τὸ ἄθροισμα πάντων τῶν ἀνωτέρω ἀποτελεῖ τὴν τιμὴν τῆς καταβαλλομένης παρὰ τῆς ἑταιρίας πρὸς τοὺς σταφιδοπαραγωγούς. <box>147 915 367 973</box>
rate-name: Σιδηρόδρομοι Π. Α. Π. <box>148 263 270 276</box>
subheadline: Ἀναχωρήσεις ἐκ Πειραιῶς <box>1346 132 1518 146</box>
headline: Η ΧΘΕΣΙΝΗ <box>433 1104 558 1126</box>
paragraph: Ἐκτὸς τοῦ κεφαλαίου τοῦ ἀπαιτουμένου διὰ τὴν διακανονισμὸν τῶν χρεῶν τῶν ἐξ σταφιδοπαραγωγῶν θέλει ἡ ἑταιρία παράσχει εἰς τὴν Κυβέρνησιν: <box>147 2174 367 2246</box>
paragraph: Ἄρθρον 24. Πᾶσα νέα φυτεία ἀπαγορεύεται μετὰ τὴν ἐξαγωγὴν τῆς ἑταιρίας. <box>147 1607 367 1650</box>
subheadline: ΑΙ ΑΞΙΩΣΕΙΣ ΤΩΝ ΟΙΝΟΠΝΕΥΜΑΤΟΠΟΙΩΝ <box>384 1290 607 1320</box>
signature: Οἱ ἔγγονοι <box>938 972 1000 986</box>
paragraph: Παρακαλοῦνται οἱ συγγενεῖς καὶ φίλοι ὅπως παρευρεθῶσι μετ' ἡμῶν τὰς πρὸς τὸν Ὑψιστον δεήσεις των. <box>859 910 1079 953</box>
rate-name: Πανελληνίου Ἀτμοπλοΐας <box>148 331 289 344</box>
